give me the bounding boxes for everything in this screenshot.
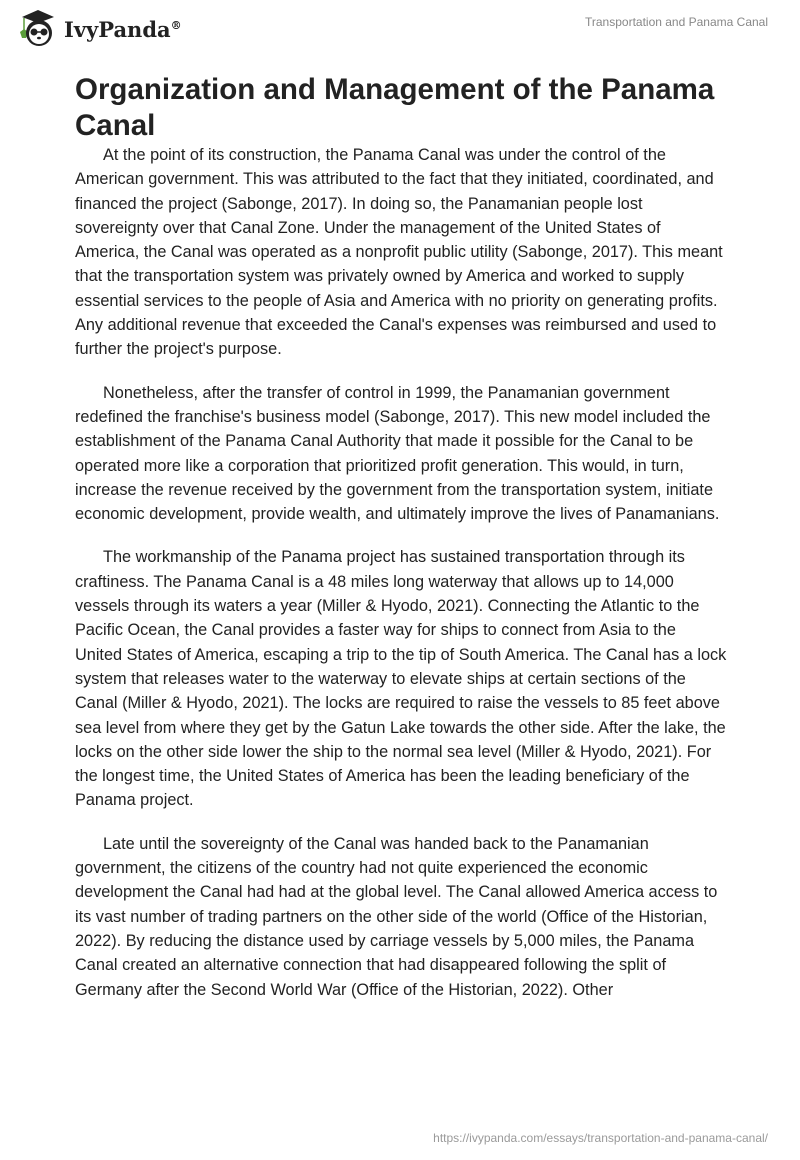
paragraph: Late until the sovereignty of the Canal was handed back to the Panamanian government, the citizens of the country had not quite experienced the economic development the Canal had had at the global level. The Canal allowed America access to its vast number of trading partners on the other side of the world (Office of the Historian, 2022). By reducing the distance used by carriage vessels by 5,000 miles, the Panama Canal created an alternative connection that had disappeared following the split of Germany after the Second World War (Office of the Historian, 2022). Other (75, 834, 718, 999)
paragraph: At the point of its construction, the Panama Canal was under the control of the American government. This was attributed to the fact that they initiated, coordinated, and financed the project (Sabonge, 2017). In doing so, the Panamanian people lost sovereignty over that Canal Zone. Under the management of the United States of America, the Canal was operated as a nonprofit public utility (Sabonge, 2017). This meant that the transportation system was privately owned by America and worked to supply essential services to the people of Asia and America with no priority on generating profits. Any additional revenue that exceeded the Canal's expenses was reimbursed and used to further the project's purpose. (75, 146, 723, 359)
panda-graduate-icon (18, 8, 58, 48)
running-title: Transportation and Panama Canal (585, 15, 768, 29)
paragraph: Nonetheless, after the transfer of control in 1999, the Panamanian government redefined the franchise's business model (Sabonge, 2017). This new model included the establishment of the Panama Canal Authority that made it possible for the Canal to be operated more like a corporation that prioritized profit generation. This would, in turn, increase the revenue received by the government from the transportation system, initiate economic development, provide wealth, and ultimately improve the lives of Panamanians. (75, 383, 720, 524)
paragraph: The workmanship of the Panama project has sustained transportation through its craftiness. The Panama Canal is a 48 miles long waterway that allows up to 14,000 vessels through its waters a year (Miller & Hyodo, 2021). Connecting the Atlantic to the Pacific Ocean, the Canal provides a faster way for ships to connect from Asia to the United States of America, escaping a trip to the tip of South America. The Canal has a lock system that releases water to the waterway to elevate ships at certain sections of the Canal (Miller & Hyodo, 2021). The locks are required to raise the vessels to 85 feet above sea level from where they get by the Gatun Lake towards the other side. After the lake, the locks on the other side lower the ship to the normal sea level (Miller & Hyodo, 2021). For the longest time, the United States of America has been the leading beneficiary of the Panama project. (75, 548, 727, 810)
ivypanda-logo[interactable] (18, 8, 182, 48)
source-url[interactable]: https://ivypanda.com/essays/transportation-and-panama-canal/ (433, 1131, 768, 1145)
logo-text: IvyPanda (64, 16, 171, 42)
article-title: Organization and Management of the Panama Canal (75, 73, 715, 142)
article-body (75, 143, 727, 1021)
page-header (0, 0, 800, 50)
registered-mark: ® (170, 18, 182, 32)
